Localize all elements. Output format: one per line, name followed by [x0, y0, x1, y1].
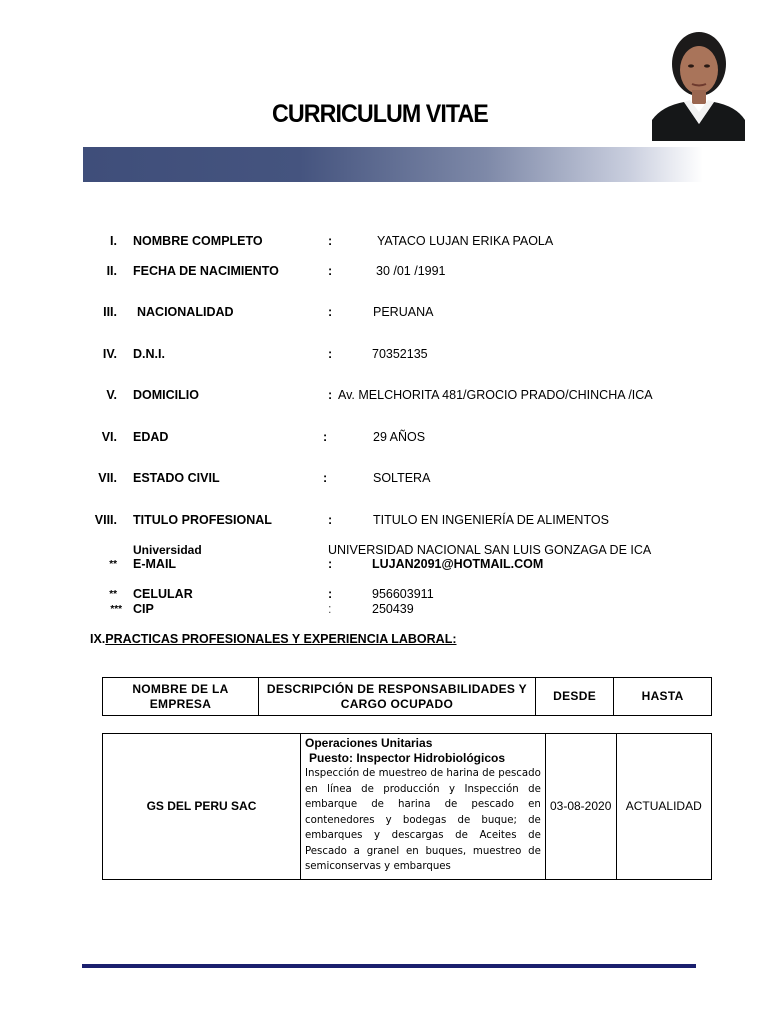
item-label: NACIONALIDAD [137, 305, 234, 319]
colon: : [328, 347, 333, 361]
cip-label: CIP [133, 602, 154, 616]
header-banner [83, 147, 703, 182]
item-number: V. [106, 388, 117, 402]
colon: : [323, 430, 328, 444]
item-number: I. [110, 234, 117, 248]
item-number: VIII. [94, 513, 117, 527]
header-hasta: HASTA [614, 678, 712, 716]
header-descripcion: DESCRIPCIÓN DE RESPONSABILIDADES Y CARGO OCUPADO [258, 678, 535, 716]
cell-descripcion [300, 734, 545, 880]
item-label: D.N.I. [133, 347, 165, 361]
universidad-value: UNIVERSIDAD NACIONAL SAN LUIS GONZAGA DE ICA [328, 543, 652, 557]
item-value: SOLTERA [373, 471, 431, 485]
item-number: IV. [102, 347, 117, 361]
universidad-label: Universidad [133, 543, 202, 557]
item-value: Av. MELCHORITA 481/GROCIO PRADO/CHINCHA /ICA [338, 388, 653, 402]
email-value: LUJAN2091@HOTMAIL.COM [372, 557, 544, 571]
colon: : [323, 471, 328, 485]
section-title: PRACTICAS PROFESIONALES Y EXPERIENCIA LABORAL: [105, 632, 457, 646]
celular-value: 956603911 [372, 587, 434, 601]
colon: : [328, 557, 333, 571]
item-label: ESTADO CIVIL [133, 471, 220, 485]
colon: : [328, 602, 332, 616]
item-value: TITULO EN INGENIERÍA DE ALIMENTOS [373, 513, 609, 527]
table-row [103, 734, 712, 880]
item-mark: ** [109, 589, 117, 600]
colon: : [328, 513, 333, 527]
experience-section-title [90, 632, 457, 646]
colon: : [328, 587, 333, 601]
item-mark: ** [109, 559, 117, 570]
item-label: FECHA DE NACIMIENTO [133, 264, 279, 278]
item-label: NOMBRE COMPLETO [133, 234, 263, 248]
cip-value: 250439 [372, 602, 414, 616]
section-number: IX. [90, 632, 106, 646]
item-mark: *** [110, 604, 122, 615]
item-value: 30 /01 /1991 [376, 264, 446, 278]
item-number: VII. [98, 471, 117, 485]
item-label: DOMICILIO [133, 388, 199, 402]
header-empresa: NOMBRE DE LA EMPRESA [103, 678, 259, 716]
experience-header-table [102, 677, 712, 716]
header-desde: DESDE [535, 678, 613, 716]
item-number: III. [103, 305, 117, 319]
puesto-title: Puesto: Inspector Hidrobiológicos [308, 751, 505, 765]
page-title: CURRICULUM VITAE [272, 100, 488, 128]
item-value: 29 AÑOS [373, 430, 426, 444]
item-number: VI. [101, 430, 117, 444]
item-label: EDAD [133, 430, 169, 444]
item-value: 70352135 [372, 347, 428, 361]
experience-table [102, 733, 712, 880]
email-label: E-MAIL [133, 557, 177, 571]
colon: : [328, 305, 333, 319]
profile-photo [652, 24, 745, 141]
item-value: YATACO LUJAN ERIKA PAOLA [377, 234, 554, 248]
item-value: PERUANA [373, 305, 434, 319]
cell-hasta: ACTUALIDAD [616, 734, 711, 880]
item-label: TITULO PROFESIONAL [133, 513, 272, 527]
colon: : [328, 264, 333, 278]
cell-desde: 03-08-2020 [545, 734, 616, 880]
area-title: Operaciones Unitarias [304, 736, 433, 750]
colon: : [328, 234, 333, 248]
description-text: Inspección de muestreo de harina de pescado en línea de producción y Inspección de embarque de harina de pescado en contenedores y bodegas de buque; de embarques y descargas de Aceites de Pescado a granel en buques, muestreo de semiconservas y embarques [304, 768, 541, 872]
celular-label: CELULAR [133, 587, 193, 601]
footer-divider [82, 964, 696, 968]
cell-empresa: GS DEL PERU SAC [103, 734, 301, 880]
item-number: II. [106, 264, 117, 278]
colon: : [328, 388, 333, 402]
